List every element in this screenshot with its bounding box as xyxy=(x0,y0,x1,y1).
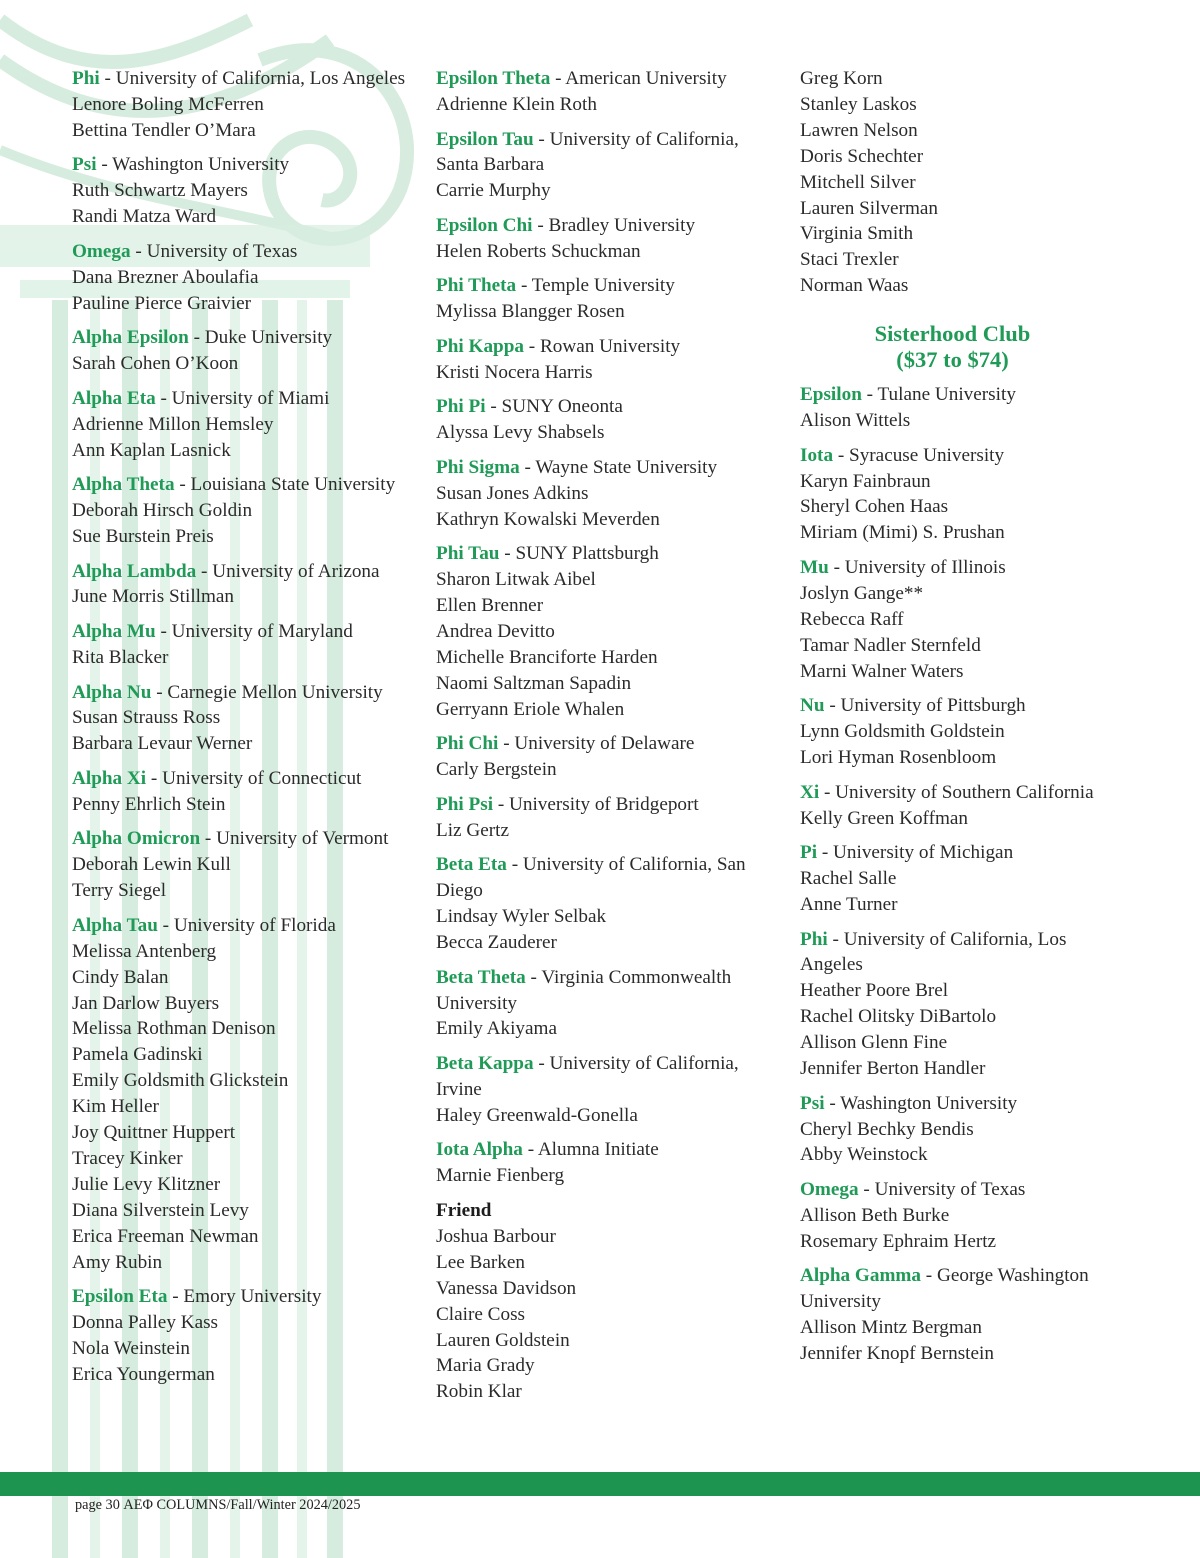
school-name: - Wayne State University xyxy=(519,456,718,478)
chapter-entry xyxy=(72,680,412,758)
chapter-name: Beta Eta xyxy=(436,854,507,876)
chapter-name: Phi xyxy=(800,928,828,950)
chapter-name: Phi Tau xyxy=(436,543,500,565)
chapter-heading xyxy=(72,766,412,792)
chapter-heading xyxy=(800,780,1120,806)
donor-name: Sarah Cohen O’Koon xyxy=(72,353,239,375)
donor-name: Mylissa Blangger Rosen xyxy=(436,301,625,323)
donor-name: Melissa Antenberg xyxy=(72,940,217,962)
donor-name: Lindsay Wyler Selbak xyxy=(436,906,607,928)
donor-name: Emily Goldsmith Glickstein xyxy=(72,1070,289,1092)
donor-name: Joslyn Gange** xyxy=(800,582,924,604)
chapter-name: Alpha Eta xyxy=(72,387,156,409)
donor-name: Pauline Pierce Graivier xyxy=(72,292,252,314)
chapter-name: Epsilon Chi xyxy=(436,214,533,236)
donor-name: Doris Schechter xyxy=(800,145,924,167)
chapter-entry xyxy=(800,443,1120,547)
chapter-entry xyxy=(800,693,1120,771)
chapter-name: Alpha Theta xyxy=(72,474,175,496)
chapter-heading xyxy=(436,541,766,567)
donor-name: Kathryn Kowalski Meverden xyxy=(436,508,660,530)
school-name: - University of Delaware xyxy=(498,733,695,755)
donor-name: Alison Wittels xyxy=(800,410,911,432)
donor-name: Karyn Fainbraun xyxy=(800,470,931,492)
donor-name: Sharon Litwak Aibel xyxy=(436,569,596,591)
chapter-entry xyxy=(436,1198,766,1405)
donor-name: Ruth Schwartz Mayers xyxy=(72,180,248,202)
chapter-name: Pi xyxy=(800,842,818,864)
donor-name: Julie Levy Klitzner xyxy=(72,1173,221,1195)
chapter-entry xyxy=(800,780,1120,832)
friend-names-continued xyxy=(800,66,1120,299)
donor-name: Robin Klar xyxy=(436,1381,522,1403)
donor-name: Penny Ehrlich Stein xyxy=(72,793,226,815)
chapter-heading xyxy=(436,127,766,179)
chapter-entry xyxy=(436,731,766,783)
chapter-heading xyxy=(72,680,412,706)
donor-name: Randi Matza Ward xyxy=(72,206,217,228)
donor-name: Mitchell Silver xyxy=(800,171,916,193)
donor-name: Heather Poore Brel xyxy=(800,980,949,1002)
school-name: - University of California, San Diego xyxy=(436,854,746,902)
donor-name: Lynn Goldsmith Goldstein xyxy=(800,721,1005,743)
chapter-heading xyxy=(436,965,766,1017)
chapter-name: Epsilon xyxy=(800,384,862,406)
chapter-entry xyxy=(436,394,766,446)
chapter-heading xyxy=(436,394,766,420)
chapter-heading xyxy=(72,386,412,412)
donor-name: Lauren Goldstein xyxy=(436,1329,570,1351)
school-name: - University of California, Santa Barbara xyxy=(436,128,739,176)
donor-name: Ann Kaplan Lasnick xyxy=(72,439,231,461)
chapter-name: Omega xyxy=(800,1179,859,1201)
donor-name: Lori Hyman Rosenbloom xyxy=(800,747,997,768)
donor-name: Ellen Brenner xyxy=(436,595,544,617)
donor-name: Susan Jones Adkins xyxy=(436,482,589,504)
donor-name: Gerryann Eriole Whalen xyxy=(436,698,625,720)
chapter-name: Epsilon Theta xyxy=(436,68,551,89)
school-name: - University of California, Irvine xyxy=(436,1053,739,1100)
chapter-heading xyxy=(800,555,1120,581)
donor-name: Deborah Hirsch Goldin xyxy=(72,500,253,522)
donor-name: Susan Strauss Ross xyxy=(72,707,221,729)
chapter-entry xyxy=(72,152,412,230)
donor-name: Helen Roberts Schuckman xyxy=(436,240,641,262)
donor-name: Dana Brezner Aboulafia xyxy=(72,266,259,288)
chapter-entry xyxy=(800,927,1120,1082)
chapter-name: Alpha Omicron xyxy=(72,828,201,850)
chapter-name: Phi Pi xyxy=(436,396,486,418)
chapter-entry xyxy=(800,840,1120,918)
school-name: - Virginia Commonwealth University xyxy=(436,966,732,1014)
chapter-entry xyxy=(72,386,412,464)
chapter-heading xyxy=(800,927,1120,979)
school-name: - University of California, Los Angeles xyxy=(800,928,1067,976)
chapter-entry xyxy=(800,382,1120,434)
donor-name: Rosemary Ephraim Hertz xyxy=(800,1230,997,1252)
chapter-name: Beta Kappa xyxy=(436,1053,534,1075)
chapter-name: Alpha Epsilon xyxy=(72,327,189,349)
chapter-entry xyxy=(800,555,1120,685)
chapter-heading xyxy=(72,325,412,351)
school-name: - University of California, Los Angeles xyxy=(99,68,406,89)
donor-name: Kristi Nocera Harris xyxy=(436,361,593,383)
chapter-entry xyxy=(800,1177,1120,1255)
school-name: - University of Connecticut xyxy=(146,767,362,789)
donor-name: Abby Weinstock xyxy=(800,1144,928,1166)
chapter-heading xyxy=(800,1177,1120,1203)
school-name: - University of Illinois xyxy=(828,556,1006,578)
chapter-name: Alpha Xi xyxy=(72,767,147,789)
chapter-name: Phi Chi xyxy=(436,733,499,755)
school-name: - SUNY Plattsburgh xyxy=(499,543,659,565)
school-name: - Syracuse University xyxy=(833,444,1005,466)
donor-name: Sheryl Cohen Haas xyxy=(800,496,949,518)
chapter-name: Omega xyxy=(72,240,131,262)
donor-name: Rita Blacker xyxy=(72,646,169,668)
chapter-entry xyxy=(72,325,412,377)
donor-name: Emily Akiyama xyxy=(436,1018,557,1040)
donor-name: Miriam (Mimi) S. Prushan xyxy=(800,522,1005,544)
donor-name: Maria Grady xyxy=(436,1355,535,1377)
school-name: - Emory University xyxy=(167,1286,322,1308)
donor-name: Marnie Fienberg xyxy=(436,1165,565,1187)
donor-name: Joshua Barbour xyxy=(436,1225,556,1247)
school-name: - University of Texas xyxy=(858,1179,1026,1201)
school-name: - Louisiana State University xyxy=(174,474,396,496)
chapter-name: Alpha Tau xyxy=(72,914,158,936)
donor-name: Deborah Lewin Kull xyxy=(72,854,231,876)
donor-name: Staci Trexler xyxy=(800,249,899,271)
group-heading: Friend xyxy=(436,1199,492,1221)
donor-name: Rachel Salle xyxy=(800,868,897,889)
chapter-entry xyxy=(72,1284,412,1388)
donor-name: Rebecca Raff xyxy=(800,608,904,630)
chapter-name: Psi xyxy=(72,154,97,176)
school-name: - University of Arizona xyxy=(196,560,380,582)
chapter-heading xyxy=(800,443,1120,469)
chapter-name: Phi Sigma xyxy=(436,456,520,478)
chapter-name: Phi xyxy=(72,68,100,89)
section-range: ($37 to $74) xyxy=(896,347,1009,373)
chapter-heading xyxy=(436,792,766,818)
chapter-entry xyxy=(436,1137,766,1189)
chapter-heading xyxy=(436,1137,766,1163)
school-name: - University of Michigan xyxy=(817,842,1014,864)
donor-name: Donna Palley Kass xyxy=(72,1312,219,1334)
school-name: - University of Bridgeport xyxy=(493,793,699,815)
donor-name: Jennifer Berton Handler xyxy=(800,1058,986,1080)
donor-name: Barbara Levaur Werner xyxy=(72,733,253,755)
chapter-name: Xi xyxy=(800,781,820,803)
donor-name: Cheryl Bechky Bendis xyxy=(800,1118,974,1140)
donor-name: Kim Heller xyxy=(72,1096,159,1118)
donor-name: Liz Gertz xyxy=(436,819,509,841)
chapter-list xyxy=(800,382,1120,1367)
school-name: - University of Pittsburgh xyxy=(824,695,1026,717)
chapter-heading xyxy=(800,1091,1120,1117)
chapter-entry xyxy=(436,1051,766,1129)
chapter-name: Alpha Nu xyxy=(72,681,152,703)
donor-name: Melissa Rothman Denison xyxy=(72,1018,276,1040)
donor-name: Allison Beth Burke xyxy=(800,1204,950,1226)
chapter-heading xyxy=(436,66,766,92)
chapter-entry xyxy=(436,334,766,386)
chapter-heading xyxy=(72,1284,412,1310)
donor-name: Haley Greenwald-Gonella xyxy=(436,1104,638,1126)
donor-name: Allison Mintz Bergman xyxy=(800,1317,982,1339)
donor-name: Adrienne Millon Hemsley xyxy=(72,413,274,435)
chapter-entry xyxy=(72,472,412,550)
school-name: - Temple University xyxy=(516,275,675,297)
chapter-entry xyxy=(72,559,412,611)
chapter-entry xyxy=(800,1091,1120,1169)
donor-name: Jennifer Knopf Bernstein xyxy=(800,1343,994,1365)
donor-name: Cindy Balan xyxy=(72,966,169,988)
chapter-heading xyxy=(436,273,766,299)
chapter-entry xyxy=(72,239,412,317)
school-name: - SUNY Oneonta xyxy=(485,396,623,418)
chapter-entry xyxy=(436,455,766,533)
donor-name: Rachel Olitsky DiBartolo xyxy=(800,1006,997,1028)
chapter-entry xyxy=(72,913,412,1276)
chapter-entry xyxy=(72,766,412,818)
chapter-heading xyxy=(436,334,766,360)
donor-name: Carrie Murphy xyxy=(436,180,551,202)
school-name: - American University xyxy=(550,68,727,89)
donor-name: Lawren Nelson xyxy=(800,119,918,141)
chapter-name: Alpha Mu xyxy=(72,621,156,643)
chapter-entry xyxy=(436,127,766,205)
school-name: - University of Southern California xyxy=(819,781,1094,803)
chapter-heading xyxy=(436,852,766,904)
chapter-heading xyxy=(72,152,412,178)
chapter-heading xyxy=(72,913,412,939)
chapter-name: Alpha Lambda xyxy=(72,560,197,582)
chapter-name: Alpha Gamma xyxy=(800,1265,921,1287)
chapter-entry xyxy=(436,66,766,118)
chapter-name: Nu xyxy=(800,695,825,717)
chapter-heading xyxy=(436,213,766,239)
chapter-heading xyxy=(72,619,412,645)
chapter-heading xyxy=(800,840,1120,866)
donor-name: Michelle Branciforte Harden xyxy=(436,646,658,668)
chapter-entry xyxy=(436,852,766,956)
chapter-name: Phi Kappa xyxy=(436,335,524,357)
chapter-name: Mu xyxy=(800,556,829,578)
chapter-heading xyxy=(800,693,1120,719)
donor-name: Sue Burstein Preis xyxy=(72,525,214,547)
donor-name: Stanley Laskos xyxy=(800,93,917,115)
donor-name: Bettina Tendler O’Mara xyxy=(72,119,256,141)
chapter-entry xyxy=(436,965,766,1043)
donor-name: Kelly Green Koffman xyxy=(800,807,969,829)
chapter-heading xyxy=(800,382,1120,408)
section-heading xyxy=(800,321,1105,373)
chapter-entry xyxy=(436,541,766,722)
chapter-entry xyxy=(72,619,412,671)
chapter-entry xyxy=(800,1263,1120,1367)
chapter-name: Epsilon Eta xyxy=(72,1286,168,1308)
donor-name: Carly Bergstein xyxy=(436,759,557,781)
donor-name: Tracey Kinker xyxy=(72,1148,183,1169)
chapter-heading xyxy=(800,1263,1120,1315)
school-name: - Washington University xyxy=(824,1092,1018,1114)
donor-name: Lauren Silverman xyxy=(800,197,938,219)
donor-name: Tamar Nadler Sternfeld xyxy=(800,634,981,656)
chapter-name: Iota xyxy=(800,444,834,466)
footer-text: page 30 ΑΕΦ COLUMNS/Fall/Winter 2024/2025 xyxy=(75,1497,361,1513)
school-name: - Tulane University xyxy=(861,384,1016,406)
chapter-heading xyxy=(436,455,766,481)
donor-name: Norman Waas xyxy=(800,275,909,297)
chapter-name: Iota Alpha xyxy=(436,1139,523,1161)
section-title: Sisterhood Club xyxy=(874,321,1031,347)
donor-name: Lee Barken xyxy=(436,1251,525,1273)
chapter-heading xyxy=(436,1051,766,1103)
donor-name: Naomi Saltzman Sapadin xyxy=(436,672,632,694)
school-name: - University of Texas xyxy=(130,240,298,262)
donor-name: Erica Youngerman xyxy=(72,1363,215,1385)
chapter-heading xyxy=(72,66,412,92)
chapter-heading xyxy=(72,559,412,585)
school-name: - Carnegie Mellon University xyxy=(151,681,383,703)
donor-name: Diana Silverstein Levy xyxy=(72,1199,249,1221)
school-name: - George Washington University xyxy=(800,1265,1089,1313)
donor-name: Pamela Gadinski xyxy=(72,1044,203,1066)
donor-name: Erica Freeman Newman xyxy=(72,1225,259,1247)
school-name: - University of Vermont xyxy=(200,828,389,850)
donor-name: Alyssa Levy Shabsels xyxy=(436,422,605,444)
school-name: - Rowan University xyxy=(523,335,681,357)
chapter-entry xyxy=(72,66,412,144)
donor-name: Vanessa Davidson xyxy=(436,1277,577,1299)
school-name: - Bradley University xyxy=(532,214,696,236)
chapter-name: Beta Theta xyxy=(436,966,526,988)
school-name: - Alumna Initiate xyxy=(522,1139,659,1161)
chapter-entry xyxy=(72,826,412,904)
chapter-entry xyxy=(436,273,766,325)
chapter-heading xyxy=(72,826,412,852)
donor-name: Allison Glenn Fine xyxy=(800,1032,948,1054)
donor-name: Anne Turner xyxy=(800,893,898,915)
donor-name: Claire Coss xyxy=(436,1303,526,1325)
chapter-heading xyxy=(436,731,766,757)
donor-name: Marni Walner Waters xyxy=(800,660,964,682)
donor-name: June Morris Stillman xyxy=(72,586,235,608)
donor-name: Nola Weinstein xyxy=(72,1338,191,1360)
donor-name: Andrea Devitto xyxy=(436,621,555,643)
column-2 xyxy=(436,66,766,1414)
chapter-entry xyxy=(436,792,766,844)
donor-name: Amy Rubin xyxy=(72,1251,163,1273)
chapter-name: Psi xyxy=(800,1092,825,1114)
donor-name: Jan Darlow Buyers xyxy=(72,992,220,1014)
donor-name: Lenore Boling McFerren xyxy=(72,93,264,115)
donor-name: Adrienne Klein Roth xyxy=(436,93,597,115)
column-3 xyxy=(800,66,1120,1376)
chapter-heading xyxy=(72,472,412,498)
school-name: - University of Florida xyxy=(157,914,336,936)
chapter-entry xyxy=(436,213,766,265)
school-name: - University of Maryland xyxy=(155,621,353,643)
school-name: - Washington University xyxy=(96,154,290,176)
chapter-heading xyxy=(72,239,412,265)
footer-bar xyxy=(0,1472,1200,1496)
school-name: - University of Miami xyxy=(155,387,330,409)
chapter-name: Phi Psi xyxy=(436,793,494,815)
donor-name: Terry Siegel xyxy=(72,880,167,902)
donor-name: Greg Korn xyxy=(800,68,883,89)
school-name: - Duke University xyxy=(188,327,333,349)
chapter-name: Phi Theta xyxy=(436,275,517,297)
donor-name: Joy Quittner Huppert xyxy=(72,1122,236,1144)
chapter-name: Epsilon Tau xyxy=(436,128,534,150)
donor-name: Virginia Smith xyxy=(800,223,914,245)
column-1 xyxy=(72,66,412,1397)
donor-name: Becca Zauderer xyxy=(436,932,557,954)
